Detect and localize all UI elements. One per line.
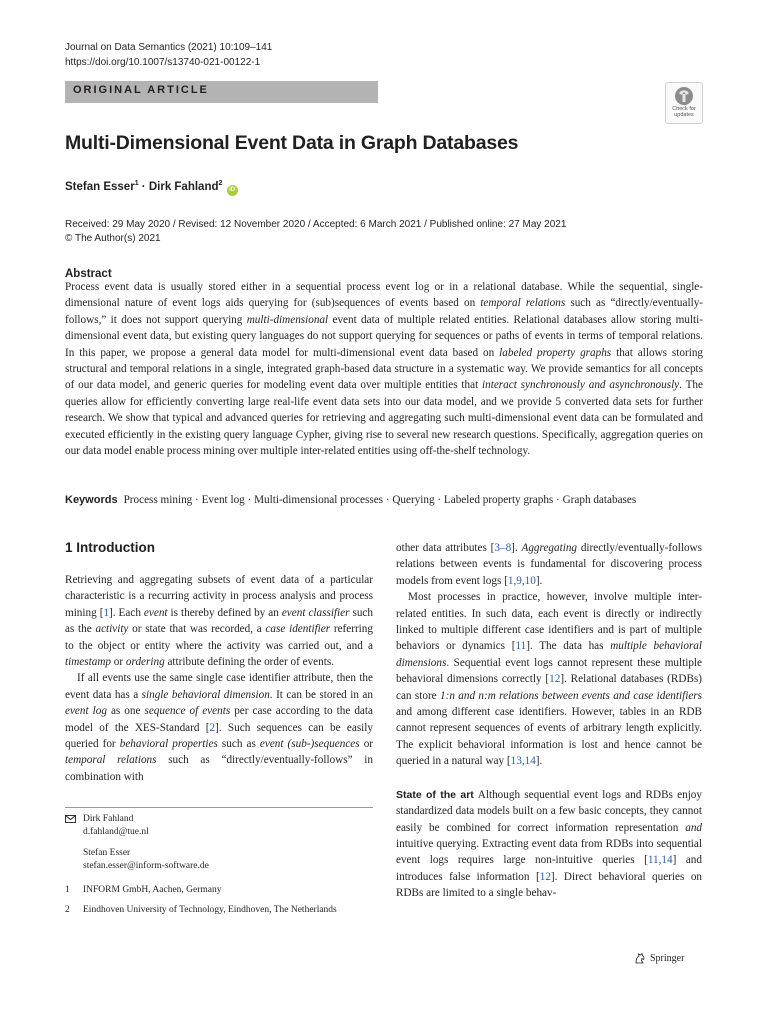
citation-link[interactable]: 11 — [515, 640, 527, 653]
text-run: attribute defining the order of events. — [164, 656, 334, 669]
emphasis: temporal relations — [65, 754, 157, 767]
abstract-text: that allows storing structural and temporal relations in a single, integrated graph-based data structure in a systematic way. We provide semantics for all concepts of our data model, and generic queries for modeling event data over multiple entities that — [65, 346, 704, 392]
paragraph — [396, 540, 702, 589]
text-run: ] and introduces false information [ — [396, 854, 702, 883]
affiliation-number: 2 — [65, 905, 70, 915]
text-run: . Sequential event logs cannot represent these multiple behavioral dimensions correctly [ — [396, 656, 702, 686]
column-right — [396, 540, 702, 902]
text-run: Most processes in practice, however, involve multiple inter-related entities. In such data, each event is directly or indirectly linked to multiple different case identifiers and is part of multiple behaviors or dynamics [ — [396, 591, 702, 653]
affiliation-mark: 2 — [218, 180, 223, 187]
abstract-emphasis: temporal relations — [480, 297, 566, 310]
citation-link[interactable]: 12 — [539, 870, 551, 883]
emphasis: sequence of events — [144, 705, 231, 718]
text-run: Retrieving and aggregating subsets of event data of a particular characteristic is a recurring activity in process analysis and process mining [ — [65, 574, 373, 619]
contact-email[interactable]: d.fahland@tue.nl — [83, 827, 149, 837]
emphasis: Aggregating — [521, 542, 578, 554]
keywords — [65, 494, 725, 506]
emphasis: event (sub-)sequences — [259, 738, 360, 751]
emphasis: case identifier — [265, 623, 331, 636]
author-name[interactable]: Stefan Esser — [65, 180, 135, 193]
article-type-bar — [65, 81, 378, 103]
citation-link[interactable]: 1,9,10 — [507, 574, 536, 587]
text-run: . It can be stored in an — [269, 688, 373, 701]
text-run: ]. The data has — [526, 640, 611, 653]
contact-block — [65, 813, 373, 873]
paragraph — [65, 572, 373, 670]
paragraph — [396, 589, 702, 769]
text-run: ]. Such sequences can be easily queried for — [65, 721, 373, 751]
citation-link[interactable]: 12 — [549, 673, 561, 686]
paragraph — [65, 670, 373, 785]
abstract-emphasis: multi-dimensional — [246, 313, 329, 326]
emphasis: activity — [95, 623, 129, 636]
text-run: ]. Direct behavioral queries on RDBs are limited to a single behav- — [396, 870, 703, 900]
check-updates-line1: Check for — [672, 106, 696, 112]
emphasis: multiple behavioral dimensions — [396, 640, 702, 669]
emphasis: ordering — [125, 656, 165, 669]
affiliation-text: INFORM GmbH, Aachen, Germany — [83, 885, 222, 895]
paragraph — [396, 787, 702, 902]
text-run: such as the — [65, 606, 373, 636]
text-run: intuitive querying. Extracting event data from RDBs into sequential event logs requires large non-intuitive queries [ — [396, 837, 702, 867]
emphasis: timestamp — [65, 656, 111, 669]
abstract-text: such as “directly/eventually-follows,” it does not support querying — [65, 297, 704, 326]
abstract-heading: Abstract — [65, 268, 112, 280]
affiliation-text: Eindhoven University of Technology, Eindhoven, The Netherlands — [83, 905, 337, 915]
emphasis: behavioral properties — [119, 738, 218, 751]
citation-link[interactable]: 2 — [209, 721, 216, 734]
text-run: ]. — [511, 542, 522, 554]
copyright: © The Author(s) 2021 — [65, 233, 161, 244]
run-in-heading: State of the art — [396, 788, 474, 801]
text-run: ]. — [535, 755, 543, 768]
emphasis: event classifier — [281, 606, 350, 619]
abstract-body — [65, 279, 703, 459]
emphasis: and — [685, 821, 702, 834]
text-run: other data attributes [ — [396, 542, 495, 554]
affiliation — [65, 904, 373, 917]
citation-link[interactable]: 3–8 — [494, 542, 512, 554]
keywords-label: Keywords — [65, 494, 118, 506]
dates-history: Received: 29 May 2020 / Revised: 12 November 2020 / Accepted: 6 March 2021 / Published online: 27 May 2021 — [65, 219, 567, 230]
citation-link[interactable]: 11,14 — [647, 854, 673, 867]
check-for-updates-badge[interactable] — [665, 82, 703, 124]
crossmark-icon — [674, 86, 694, 106]
check-updates-line2: updates — [674, 112, 694, 118]
journal-info — [65, 40, 272, 70]
author-name[interactable]: Dirk Fahland — [148, 180, 219, 193]
springer-horse-icon — [634, 952, 646, 964]
affiliation-number: 1 — [65, 885, 70, 895]
citation-link[interactable]: 1 — [103, 606, 110, 619]
footnotes — [65, 813, 373, 917]
keywords-text: Process mining · Event log · Multi-dimensional processes · Querying · Labeled property graphs · Graph databases — [123, 494, 637, 506]
text-run: ]. — [535, 574, 543, 587]
affiliation — [65, 884, 373, 897]
text-run: Although sequential event logs and RDBs enjoy standardized data models built on a few basic concepts, they cannot easily be combined for correct information representation — [396, 788, 702, 834]
section-heading: 1 Introduction — [65, 540, 155, 555]
text-run: and among different case identifiers. However, tables in an RDB cannot represent sequences of events of arbitrary length explicitly. The explicit behavioral information is lost and hence cannot be queried in a natural way [ — [396, 706, 702, 768]
abstract-emphasis: labeled property graphs — [499, 346, 612, 359]
affiliation-mark: 1 — [134, 180, 139, 187]
envelope-icon — [65, 815, 76, 823]
text-run: such as — [217, 738, 260, 751]
doi-link[interactable]: https://doi.org/10.1007/s13740-021-00122-1 — [65, 57, 261, 68]
paper-title: Multi-Dimensional Event Data in Graph Databases — [65, 132, 519, 154]
publisher-logo — [634, 952, 684, 964]
text-run: as one — [106, 705, 145, 718]
article-type-label: ORIGINAL ARTICLE — [73, 84, 209, 96]
contact-name: Dirk Fahland — [83, 814, 134, 824]
text-run: or — [359, 738, 374, 751]
publication-dates — [65, 218, 566, 246]
column-left — [65, 572, 373, 785]
emphasis: event — [143, 606, 168, 619]
emphasis: single behavioral dimension — [141, 688, 270, 701]
footnote-rule — [65, 807, 373, 808]
author-list — [65, 180, 238, 196]
text-run: ]. Relational databases (RDBs) can store — [396, 673, 702, 702]
abstract-emphasis: interact synchronously and asynchronously — [482, 379, 680, 392]
text-run: such as “directly/eventually-follows” in combination with — [65, 754, 373, 783]
text-run: ]. Each — [109, 606, 144, 619]
abstract-text: event data of multiple related entities. Relational databases allow storing multi-dimensional event data, but existing query languages do not support querying for sequences or paths of events in terms of temporal relations. In this paper, we propose a general data model for multi-dimensional event data based on — [65, 313, 703, 359]
contact-email[interactable]: stefan.esser@inform-software.de — [83, 861, 209, 871]
text-run: or state that was recorded, a — [128, 623, 266, 636]
journal-citation: Journal on Data Semantics (2021) 10:109–141 — [65, 42, 273, 53]
text-run: is thereby defined by an — [167, 606, 282, 619]
citation-link[interactable]: 13,14 — [510, 755, 536, 768]
text-run: directly/eventually-follows relations between events is fundamental for discovering process models from event logs [ — [396, 542, 702, 587]
text-run: or — [111, 656, 126, 669]
text-run: per case according to the data model of the XES-Standard [ — [65, 705, 373, 734]
text-run: If all events use the same single case identifier attribute, then the event data has a — [65, 672, 373, 701]
abstract-text: Process event data is usually stored either in a sequential process event log or in a relational database. While the sequential, single-dimensional nature of event logs aids querying for (sub)sequences of events based on — [65, 281, 703, 310]
emphasis: event log — [65, 705, 107, 718]
text-run: referring to the object or entity where the activity was carried out, and a — [65, 623, 373, 652]
contact-name: Stefan Esser — [83, 848, 131, 858]
abstract-text: . The queries allow for efficiently converting large real-life event data sets into our data model, and we provide 5 converted data sets for further research. We show that typical and advanced queries for retrieving and aggregating such multi-dimensional event data can be formulated and executed efficiently in the existing query language Cypher, giving rise to several new research questions. Specifically, aggregation queries on our data model enable process mining over multiple inter-related entities using off-the-shelf technology. — [65, 379, 703, 458]
publisher-name: Springer — [650, 952, 685, 964]
author-separator: · — [141, 180, 146, 193]
emphasis: 1:n and n:m relations between events and case identifiers — [440, 689, 702, 702]
orcid-icon[interactable]: iD — [227, 185, 238, 196]
